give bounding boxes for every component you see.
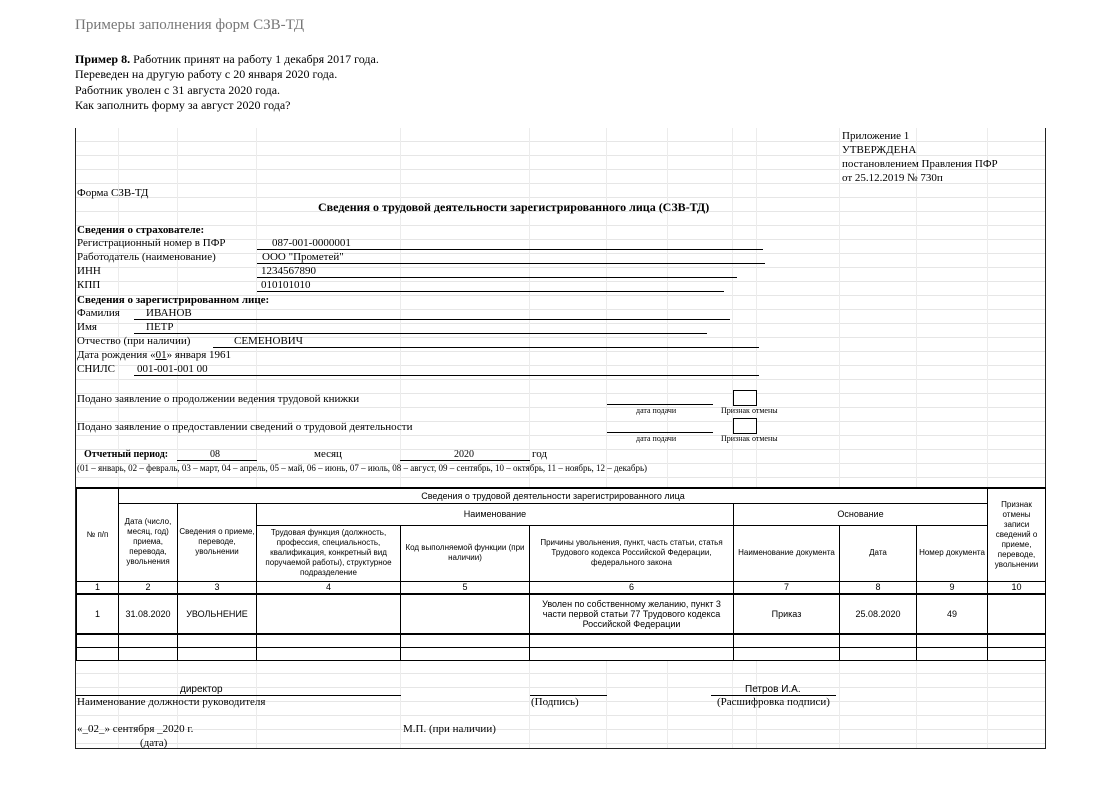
- row-doc-date: 25.08.2020: [840, 594, 917, 634]
- example-line-3: Работник уволен с 31 августа 2020 года.: [75, 83, 281, 97]
- surname-label: Фамилия: [77, 307, 120, 319]
- row-reasons: Уволен по собственному желанию, пункт 3 части первой статьи 77 Трудового кодекса Российской Федерации: [530, 594, 734, 634]
- date-caption-2: дата подачи: [636, 434, 677, 443]
- row-doc-name: Приказ: [734, 594, 840, 634]
- approval-line-1: Приложение 1: [842, 130, 910, 142]
- employer-value: ООО "Прометей": [262, 251, 344, 263]
- kpp-label: КПП: [77, 279, 101, 291]
- col-number: 10: [988, 581, 1046, 594]
- position-label: Наименование должности руководителя: [77, 696, 266, 708]
- sign-label: (Подпись): [531, 696, 579, 708]
- period-year-value: 2020: [454, 449, 474, 460]
- header-reasons: Причины увольнения, пункт, часть статьи, статья Трудового кодекса Российской Федерации, федерального закона: [530, 525, 734, 581]
- col-number: 5: [401, 581, 530, 594]
- header-code: Код выполняемой функции (при наличии): [401, 525, 530, 581]
- date-caption-1: дата подачи: [636, 406, 677, 415]
- col-number: 7: [734, 581, 840, 594]
- header-doc-num: Номер документа: [917, 525, 988, 581]
- table-row-empty: [77, 647, 1046, 660]
- inn-value: 1234567890: [261, 265, 316, 277]
- work-history-table: [76, 487, 1046, 661]
- header-group: Сведения о трудовой деятельности зарегистрированного лица: [119, 488, 988, 503]
- header-doc-name: Наименование документа: [734, 525, 840, 581]
- row-date: 31.08.2020: [119, 594, 178, 634]
- dob-line: [77, 349, 231, 362]
- approval-line-2: УТВЕРЖДЕНА: [842, 144, 917, 156]
- employer-label: Работодатель (наименование): [77, 251, 216, 263]
- header-basis-group: Основание: [734, 503, 988, 525]
- col-number: 2: [119, 581, 178, 594]
- reg-label: Регистрационный номер в ПФР: [77, 237, 226, 249]
- insurer-heading: Сведения о страхователе:: [77, 224, 205, 236]
- row-function: [257, 594, 401, 634]
- row-num: 1: [77, 594, 119, 634]
- dob-label: Дата рождения «: [77, 349, 156, 361]
- dob-rest: » января 1961: [166, 349, 232, 361]
- header-name-group: Наименование: [257, 503, 734, 525]
- col-number: 1: [77, 581, 119, 594]
- approval-line-3: постановлением Правления ПФР: [842, 158, 998, 170]
- header-info: Сведения о приеме, переводе, увольнении: [178, 503, 257, 581]
- snils-value: 001-001-001 00: [137, 363, 208, 375]
- inn-label: ИНН: [77, 265, 101, 277]
- header-cancel: Признак отмены записи сведений о приеме, переводе, увольнении: [988, 488, 1046, 581]
- signer-name-value: Петров И.А.: [745, 684, 801, 695]
- col-number: 6: [530, 581, 734, 594]
- reg-value: 087-001-0000001: [272, 237, 351, 249]
- period-legend: (01 – январь, 02 – февраль, 03 – март, 04 – апрель, 05 – май, 06 – июнь, 07 – июль, 08 – август, 09 – сентябрь, 10 – октябрь, 11 – ноябрь, 12 – декабрь): [77, 463, 648, 473]
- kpp-value: 010101010: [261, 279, 311, 291]
- header-date: Дата (число, месяц, год) приема, перевода, увольнения: [119, 503, 178, 581]
- period-label: Отчетный период:: [84, 449, 169, 460]
- form-title: Сведения о трудовой деятельности зарегистрированного лица (СЗВ-ТД): [318, 200, 710, 214]
- form-name: Форма СЗВ-ТД: [77, 187, 149, 199]
- cancel-caption-1: Признак отмены: [721, 406, 778, 415]
- approval-line-4: от 25.12.2019 № 730п: [842, 172, 943, 184]
- example-line-4: Как заполнить форму за август 2020 года?: [75, 98, 291, 112]
- period-month-label: месяц: [314, 448, 342, 460]
- period-month-value: 08: [210, 449, 220, 460]
- sign-date: «_02_» сентября _2020 г.: [77, 723, 194, 735]
- table-row-empty: [77, 634, 1046, 647]
- signer-name-label: (Расшифровка подписи): [717, 696, 830, 708]
- header-doc-date: Дата: [840, 525, 917, 581]
- table-row: [77, 594, 1046, 634]
- provide-info-label: Подано заявление о предоставлении сведений о трудовой деятельности: [77, 421, 413, 433]
- row-cancel: [988, 594, 1046, 634]
- patronymic-value: СЕМЕНОВИЧ: [234, 335, 303, 347]
- dob-day: 01: [155, 349, 167, 361]
- sign-date-label: (дата): [140, 737, 168, 749]
- col-number: 3: [178, 581, 257, 594]
- col-number: 4: [257, 581, 401, 594]
- surname-value: ИВАНОВ: [146, 307, 192, 319]
- example-line-2: Переведен на другую работу с 20 января 2020 года.: [75, 67, 338, 81]
- name-label: Имя: [77, 321, 97, 333]
- example-text-1: Работник принят на работу 1 декабря 2017 года.: [133, 52, 379, 66]
- stamp-label: М.П. (при наличии): [403, 723, 496, 735]
- continue-book-label: Подано заявление о продолжении ведения трудовой книжки: [77, 393, 360, 405]
- header-num: № п/п: [77, 488, 119, 581]
- col-number: 9: [917, 581, 988, 594]
- period-year-label: год: [532, 448, 548, 460]
- row-info: УВОЛЬНЕНИЕ: [178, 594, 257, 634]
- page-title: Примеры заполнения форм СЗВ-ТД: [75, 17, 305, 33]
- header-function: Трудовая функция (должность, профессия, специальность, квалификация, конкретный вид поручаемой работы), структурное подразделение: [257, 525, 401, 581]
- snils-label: СНИЛС: [77, 363, 116, 375]
- patronymic-label: Отчество (при наличии): [77, 335, 191, 347]
- col-number: 8: [840, 581, 917, 594]
- name-value: ПЕТР: [146, 321, 174, 333]
- row-code: [401, 594, 530, 634]
- row-doc-num: 49: [917, 594, 988, 634]
- form-sheet: [75, 128, 1046, 749]
- cancel-caption-2: Признак отмены: [721, 434, 778, 443]
- position-value: директор: [180, 684, 223, 695]
- example-line-1: [75, 52, 379, 67]
- example-label: Пример 8.: [75, 52, 131, 66]
- person-heading: Сведения о зарегистрированном лице:: [77, 294, 270, 306]
